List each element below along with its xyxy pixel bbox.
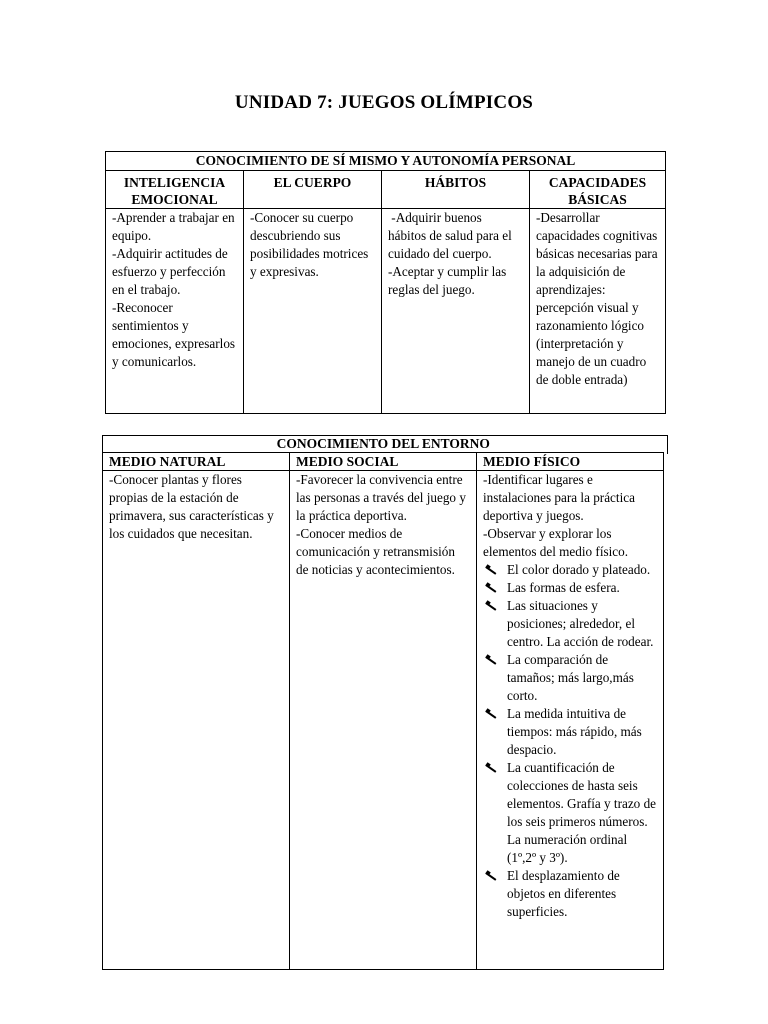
entorno-table — [102, 435, 664, 970]
list-item — [483, 705, 657, 759]
cell-text: -Identificar lugares e instalaciones para la práctica deportiva y juegos. — [483, 472, 635, 523]
table-cell — [106, 209, 244, 414]
cell-text: -Aprender a trabajar en equipo. — [112, 210, 235, 243]
cell-text: -Favorecer la convivencia entre las personas a través del juego y la práctica deportiva. — [296, 472, 466, 523]
column-header: MEDIO NATURAL — [103, 453, 290, 471]
list-item — [483, 651, 657, 705]
check-mark-icon — [486, 872, 498, 880]
list-item — [483, 597, 657, 651]
check-mark-icon — [486, 656, 498, 664]
column-header: EL CUERPO — [244, 171, 382, 209]
cell-text: -Observar y explorar los elementos del medio físico. — [483, 526, 629, 559]
cell-text: -Adquirir buenos hábitos de salud para el cuidado del cuerpo. — [388, 210, 516, 261]
table-cell — [290, 471, 477, 970]
column-header: HÁBITOS — [382, 171, 530, 209]
cell-text: -Adquirir actitudes de esfuerzo y perfección en el trabajo. — [112, 246, 228, 297]
list-item-text: El desplazamiento de objetos en diferentes superficies. — [507, 868, 620, 919]
bullet-list — [483, 561, 657, 921]
table-cell — [103, 471, 290, 970]
column-header: MEDIO FÍSICO — [477, 453, 664, 471]
list-item — [483, 867, 657, 921]
autonomia-table — [105, 151, 666, 414]
check-mark-icon — [486, 764, 498, 772]
table-cell — [382, 209, 530, 414]
page-title: UNIDAD 7: JUEGOS OLÍMPICOS — [234, 92, 534, 113]
cell-text: -Aceptar y cumplir las reglas del juego. — [388, 264, 507, 297]
list-item-text: La comparación de tamaños; más largo,más corto. — [507, 652, 634, 703]
check-mark-icon — [486, 602, 498, 610]
list-item-text: Las formas de esfera. — [507, 580, 620, 595]
table-cell — [530, 209, 666, 414]
column-header: CAPACIDADES BÁSICAS — [530, 171, 666, 209]
list-item — [483, 561, 657, 579]
check-mark-icon — [486, 566, 498, 574]
column-header: INTELIGENCIA EMOCIONAL — [106, 171, 244, 209]
table-caption: CONOCIMIENTO DEL ENTORNO — [103, 436, 664, 453]
check-mark-icon — [486, 710, 498, 718]
list-item — [483, 579, 657, 597]
list-item — [483, 759, 657, 867]
list-item-text: El color dorado y plateado. — [507, 562, 651, 577]
column-header: MEDIO SOCIAL — [290, 453, 477, 471]
list-item-text: La cuantificación de colecciones de hasta seis elementos. Grafía y trazo de los seis primeros números. La numeración ordinal (1º,2º y 3º). — [507, 760, 657, 865]
cell-text: -Conocer medios de comunicación y retransmisión de noticias y acontecimientos. — [296, 526, 455, 577]
cell-text: -Desarrollar capacidades cognitivas básicas necesarias para la adquisición de aprendizajes: percepción visual y razonamiento lógico (interpretación y manejo de un cuadro de doble entrada) — [536, 210, 658, 387]
list-item-text: La medida intuitiva de tiempos: más rápido, más despacio. — [507, 706, 642, 757]
cell-text: -Conocer plantas y flores propias de la estación de primavera, sus características y los cuidados que necesitan. — [109, 472, 274, 541]
table-cell — [477, 471, 664, 970]
list-item-text: Las situaciones y posiciones; alrededor, el centro. La acción de rodear. — [507, 598, 654, 649]
table-caption: CONOCIMIENTO DE SÍ MISMO Y AUTONOMÍA PERSONAL — [106, 152, 666, 171]
cell-text: -Conocer su cuerpo descubriendo sus posibilidades motrices y expresivas. — [250, 210, 369, 279]
table-cell — [244, 209, 382, 414]
cell-text: -Reconocer sentimientos y emociones, expresarlos y comunicarlos. — [112, 300, 236, 369]
check-mark-icon — [486, 584, 498, 592]
